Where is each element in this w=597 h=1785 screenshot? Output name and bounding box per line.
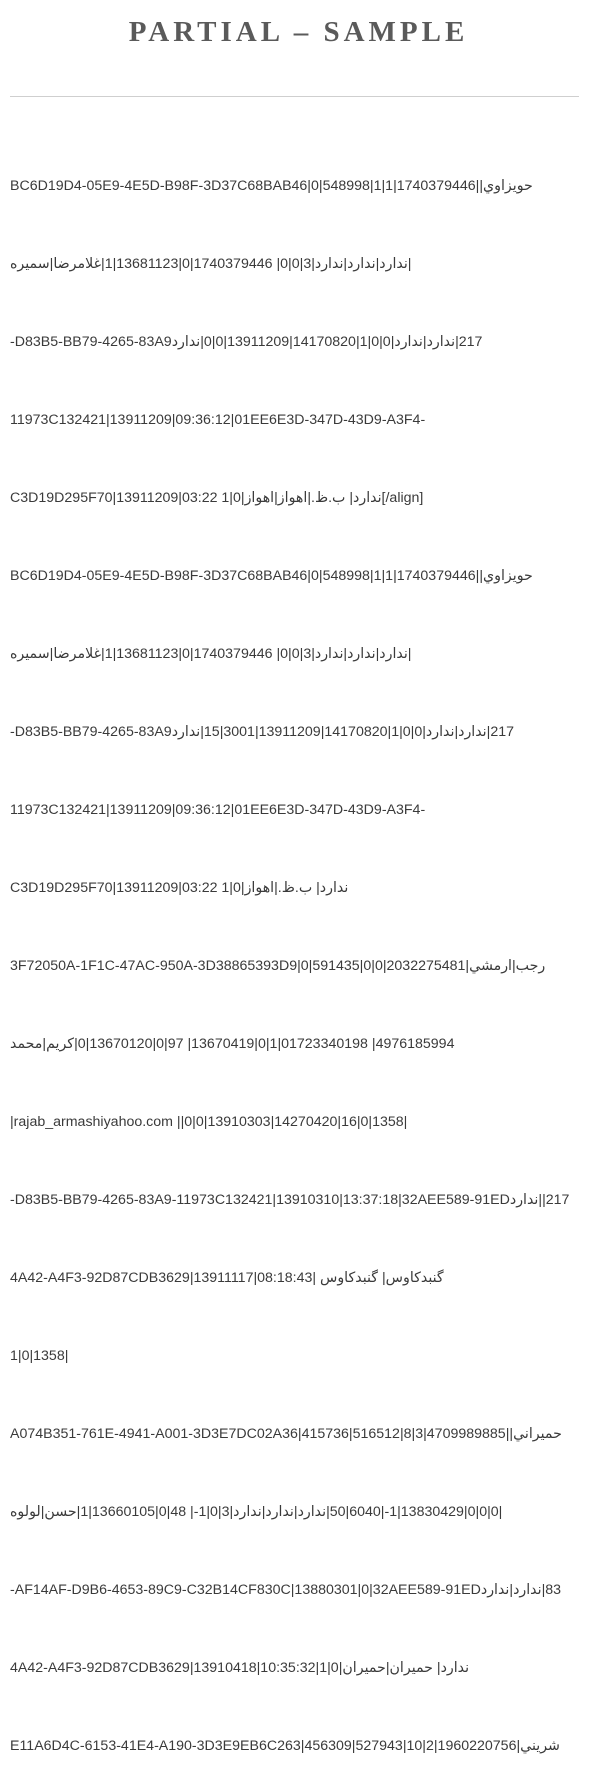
body-line: 217||نداردD83B5-BB79-4265-83A9-11973C132421|13910310|13:37:18|32AEE589-91ED- (10, 1192, 570, 1208)
body-line: BC6D19D4-05E9-4E5D-B98F-3D37C68BAB46|0|548998|1|1|1740379446||حويزاوي (10, 178, 533, 194)
document-body (10, 121, 579, 1785)
body-line: 4A42-A4F3-92D87CDB3629|13911117|08:18:43| گنبدکاوس| گنبدکاوس (10, 1270, 444, 1286)
body-line: 3F72050A-1F1C-47AC-950A-3D38865393D9|0|591435|0|0|2032275481|رجب|ارمشي (10, 958, 546, 974)
body-line: |rajab_armashiyahoo.com ||0|0|13910303|14270420|16|0|1358| (10, 1114, 408, 1130)
body-line: E11A6D4C-6153-41E4-A190-3D3E9EB6C263|456309|527943|10|2|1960220756|شريني (10, 1738, 560, 1754)
body-line: 1|0|1358| (10, 1348, 69, 1364)
body-line: |ندارد|ندارد|ندارد|3|0|0| 1740379446|0|13681123|1|غلامرضا|سميره (10, 256, 412, 272)
header-divider (10, 96, 579, 97)
body-line: BC6D19D4-05E9-4E5D-B98F-3D37C68BAB46|0|548998|1|1|1740379446||حويزاوي (10, 568, 533, 584)
body-line: 11973C132421|13911209|09:36:12|01EE6E3D-347D-43D9-A3F4- (10, 802, 426, 818)
body-line: |ندارد|ندارد|ندارد|3|0|0| 1740379446|0|13681123|1|غلامرضا|سميره (10, 646, 412, 662)
body-line: |0|0|0|13830429|1-|6040|50|ندارد|ندارد|ندارد|3|0|1-| 48|0|13660105|1|حسن|لولوه (10, 1504, 503, 1520)
body-line: 11973C132421|13911209|09:36:12|01EE6E3D-347D-43D9-A3F4- (10, 412, 426, 428)
page-title: PARTIAL – SAMPLE (128, 16, 469, 48)
body-line: A074B351-761E-4941-A001-3D3E7DC02A36|415736|516512|8|3|4709989885||حميراني (10, 1426, 562, 1442)
body-line: 4976185994| 01723340198|1|0|13670419| 97|0|13670120|0|کريم|محمد (10, 1036, 455, 1052)
body-line: C3D19D295F70|13911209|03:22 1|0|ندارد| ب.ظ.|اهواز|اهواز[/align] (10, 490, 424, 506)
body-line: 217|ندارد|ندارد|0|0|1|14170820|13911209|3001|15|نداردD83B5-BB79-4265-83A9- (10, 724, 514, 740)
body-line: 83|ندارد|نداردAF14AF-D9B6-4653-89C9-C32B14CF830C|13880301|0|32AEE589-91ED- (10, 1582, 562, 1598)
page-header (0, 0, 597, 96)
body-line: 217|ندارد|ندارد|0|0|1|14170820|13911209|0|0|نداردD83B5-BB79-4265-83A9- (10, 334, 483, 350)
body-line: 4A42-A4F3-92D87CDB3629|13910418|10:35:32|1|0|ندارد| حميران|حميران (10, 1660, 470, 1676)
body-line: C3D19D295F70|13911209|03:22 1|0|ندارد| ب.ظ.|اهواز (10, 880, 349, 896)
